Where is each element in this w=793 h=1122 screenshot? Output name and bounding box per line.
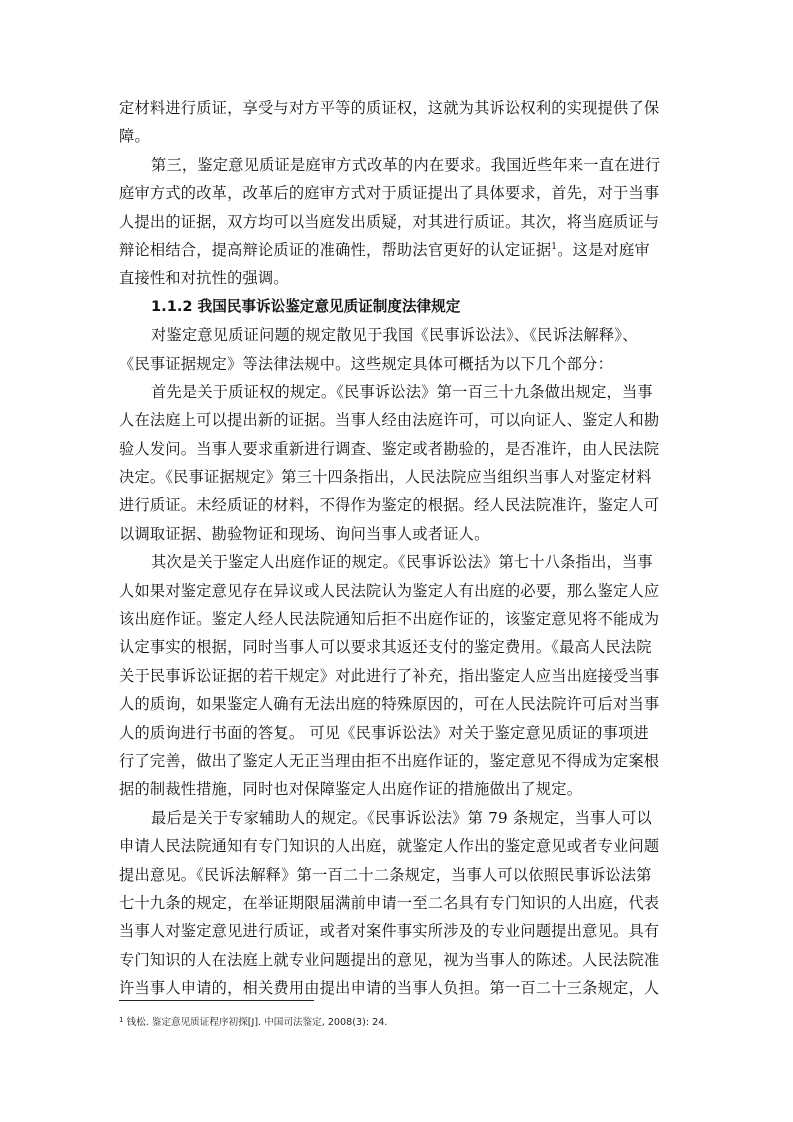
line-text: 七十九条的规定，在举证期限届满前申请一至二名具有专门知识的人出庭，代表 bbox=[119, 893, 660, 912]
text-line bbox=[119, 94, 675, 122]
text-line bbox=[119, 775, 675, 803]
text-line bbox=[119, 946, 675, 974]
text-line bbox=[119, 406, 675, 434]
line-text: 许当事人申请的，相关费用由提出申请的当事人负担。第一百二十三条规定，人 bbox=[119, 979, 660, 998]
text-line bbox=[119, 350, 675, 378]
footnote-divider bbox=[119, 1000, 314, 1001]
line-text: 人提出的证据，双方均可以当庭发出质疑，对其进行质证。其次，将当庭质证与 bbox=[119, 212, 660, 231]
section-heading bbox=[119, 293, 675, 321]
footnote-text: 钱松. 鉴定意见质证程序初探[J]. 中国司法鉴定, 2008(3): 24. bbox=[123, 1017, 388, 1028]
text-line bbox=[119, 463, 675, 491]
line-text: 第三，鉴定意见质证是庭审方式改革的内在要求。我国近些年来一直在进行 bbox=[151, 155, 661, 174]
line-text: 认定事实的根据，同时当事人可以要求其返还支付的鉴定费用。《最高人民法院 bbox=[119, 638, 652, 657]
text-line bbox=[119, 747, 675, 775]
line-text: 对鉴定意见质证问题的规定散见于我国《民事诉讼法》、《民诉法解释》、 bbox=[151, 326, 638, 345]
text-line bbox=[119, 917, 675, 945]
line-text: 当事人对鉴定意见进行质证，或者对案件事实所涉及的专业问题提出意见。具有 bbox=[119, 922, 660, 941]
text-line bbox=[119, 633, 675, 661]
footnote-reference: 1 bbox=[551, 241, 558, 252]
line-text: 该出庭作证。鉴定人经人民法院通知后拒不出庭作证的，该鉴定意见将不能成为 bbox=[119, 610, 660, 629]
footnote bbox=[119, 1014, 387, 1028]
line-text: 决定。《民事证据规定》第三十四条指出，人民法院应当组织当事人对鉴定材料 bbox=[119, 468, 652, 487]
line-text: 据的制裁性措施，同时也对保障鉴定人出庭作证的措施做出了规定。 bbox=[119, 780, 583, 799]
line-text: 《民事证据规定》等法律法规中。这些规定具体可概括为以下几个部分： bbox=[119, 354, 613, 373]
text-line bbox=[119, 378, 675, 406]
line-text: 以调取证据、勘验物证和现场、询问当事人或者证人。 bbox=[119, 524, 490, 543]
line-text: 验人发问。当事人要求重新进行调查、鉴定或者勘验的，是否准许，由人民法院 bbox=[119, 439, 660, 458]
text-line bbox=[119, 832, 675, 860]
footnote-mark: 1 bbox=[119, 1016, 124, 1024]
line-text: 障。 bbox=[119, 127, 150, 146]
text-line bbox=[119, 179, 675, 207]
line-text: 提出意见。《民诉法解释》第一百二十二条规定，当事人可以依照民事诉讼法第 bbox=[119, 865, 652, 884]
text-line bbox=[119, 491, 675, 519]
line-text: 最后是关于专家辅助人的规定。《民事诉讼法》第 79 条规定，当事人可以 bbox=[151, 808, 652, 827]
text-line bbox=[119, 719, 675, 747]
line-text: 人如果对鉴定意见存在异议或人民法院认为鉴定人有出庭的必要，那么鉴定人应 bbox=[119, 581, 660, 600]
line-text-continued: 。这是对庭审 bbox=[557, 240, 650, 259]
line-text: 申请人民法院通知有专门知识的人出庭，就鉴定人作出的鉴定意见或者专业问题 bbox=[119, 837, 660, 856]
text-line bbox=[119, 889, 675, 917]
line-text: 关于民事诉讼证据的若干规定》对此进行了补充，指出鉴定人应当出庭接受当事 bbox=[119, 666, 660, 685]
line-text: 定材料进行质证，享受与对方平等的质证权，这就为其诉讼权利的实现提供了保 bbox=[119, 99, 660, 117]
text-line bbox=[119, 520, 675, 548]
text-line bbox=[119, 861, 675, 889]
text-line bbox=[119, 974, 675, 1002]
text-line bbox=[119, 804, 675, 832]
line-text: 进行质证。未经质证的材料，不得作为鉴定的根据。经人民法院准许，鉴定人可 bbox=[119, 496, 660, 515]
text-line bbox=[119, 605, 675, 633]
line-text: 行了完善，做出了鉴定人无正当理由拒不出庭作证的，鉴定意见不得成为定案根 bbox=[119, 751, 660, 770]
line-text: 辩论相结合，提高辩论质证的准确性，帮助法官更好的认定证据 bbox=[119, 240, 552, 259]
text-line bbox=[119, 122, 675, 150]
text-line bbox=[119, 236, 675, 264]
text-line bbox=[119, 548, 675, 576]
line-text: 其次是关于鉴定人出庭作证的规定。《民事诉讼法》第七十八条指出，当事 bbox=[151, 553, 653, 572]
line-text: 人的质询，如果鉴定人确有无法出庭的特殊原因的，可在人民法院许可后对当事 bbox=[119, 695, 660, 714]
text-line bbox=[119, 577, 675, 605]
line-text: 专门知识的人在法庭上就专业问题提出的意见，视为当事人的陈述。人民法院准 bbox=[119, 950, 660, 969]
text-line bbox=[119, 321, 675, 349]
text-line bbox=[119, 264, 675, 292]
line-text: 人的质询进行书面的答复。 可见《民事诉讼法》对关于鉴定意见质证的事项进 bbox=[119, 723, 649, 742]
line-text: 1.1.2 我国民事诉讼鉴定意见质证制度法律规定 bbox=[151, 297, 461, 315]
text-line bbox=[119, 690, 675, 718]
line-text: 庭审方式的改革，改革后的庭审方式对于质证提出了具体要求，首先，对于当事 bbox=[119, 184, 660, 203]
text-line bbox=[119, 662, 675, 690]
line-text: 首先是关于质证权的规定。《民事诉讼法》第一百三十九条做出规定，当事 bbox=[151, 382, 653, 401]
text-line bbox=[119, 435, 675, 463]
line-text: 直接性和对抗性的强调。 bbox=[119, 269, 289, 288]
line-text: 人在法庭上可以提出新的证据。当事人经由法庭许可，可以向证人、鉴定人和勘 bbox=[119, 411, 660, 430]
document-body bbox=[119, 94, 675, 1003]
text-line bbox=[119, 151, 675, 179]
text-line bbox=[119, 208, 675, 236]
